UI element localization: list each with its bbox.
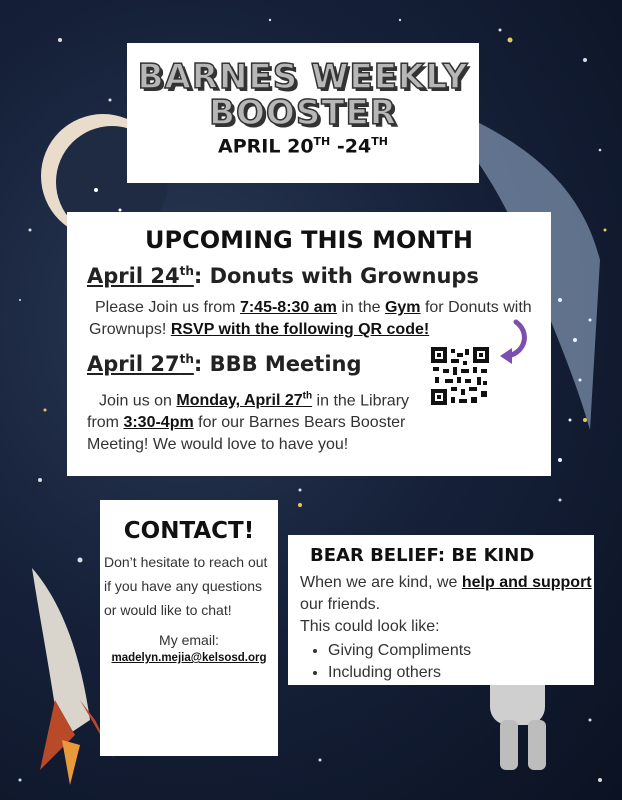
date-end: -24	[330, 135, 372, 158]
bear-belief-list	[288, 640, 594, 684]
date-start: APRIL 20	[218, 135, 314, 158]
contact-heading: CONTACT!	[123, 518, 255, 544]
curved-arrow-icon	[496, 318, 532, 366]
event2-text-post: for our Barnes Bears Booster Meeting! We would love to have you!	[87, 414, 406, 454]
event1-text-mid: in the	[336, 299, 385, 316]
event2-day-suffix: th	[302, 391, 313, 402]
contact-card	[100, 500, 278, 756]
event1-date: April 24	[87, 264, 180, 288]
title-line-1: BARNES WEEKLY	[137, 57, 469, 97]
event1-text-post: for Donuts with Grownups!	[89, 299, 532, 338]
event1-place: Gym	[384, 299, 421, 316]
upcoming-heading: UPCOMING THIS MONTH	[145, 226, 473, 254]
event2-time: 3:30-4pm	[123, 414, 194, 432]
event2-title	[87, 352, 362, 376]
event2-day-text: Monday, April 27	[176, 392, 303, 410]
event1-text-pre: Please Join us from	[95, 299, 240, 316]
event2-name: : BBB Meeting	[193, 352, 362, 376]
date-start-suffix: TH	[313, 135, 331, 148]
email-link[interactable]: madelyn.mejia@kelsosd.org	[111, 652, 267, 664]
upcoming-card	[67, 212, 551, 476]
event2-text-pre: Join us on	[99, 392, 177, 410]
date-range	[127, 135, 479, 157]
event1-name: : Donuts with Grownups	[193, 264, 479, 288]
bear-belief-card	[288, 535, 594, 685]
event1-time: 7:45-8:30 am	[239, 299, 337, 316]
belief-text-pre: When we are kind, we	[300, 574, 462, 591]
page-title	[127, 59, 479, 131]
date-end-suffix: TH	[371, 135, 388, 148]
event2-date-suffix: th	[179, 352, 194, 366]
bear-belief-text	[300, 572, 594, 638]
belief-text-bold: help and support	[461, 574, 592, 591]
bear-belief-heading: BEAR BELIEF: BE KIND	[310, 545, 535, 566]
qr-code-icon[interactable]	[431, 347, 489, 405]
event1-rsvp[interactable]: RSVP with the following QR code!	[170, 321, 430, 338]
event2-day	[176, 392, 312, 409]
header-card	[127, 43, 479, 183]
belief-intro: This could look like:	[300, 618, 440, 635]
list-item: • Giving Compliments	[328, 640, 594, 662]
event1-date-suffix: th	[179, 264, 194, 278]
event1-body	[89, 297, 539, 341]
event2-date: April 27	[87, 352, 180, 376]
contact-text: Don’t hesitate to reach out if you have any questions or would like to chat!	[104, 554, 268, 618]
list-item: • Including others	[328, 662, 594, 684]
event2-text-mid: in the Library from	[87, 392, 410, 432]
email-label: My email:	[159, 632, 219, 648]
event1-title	[87, 264, 479, 288]
belief-text-post: our friends.	[300, 596, 381, 613]
event2-body	[87, 386, 427, 456]
title-line-2: BOOSTER	[209, 93, 397, 133]
